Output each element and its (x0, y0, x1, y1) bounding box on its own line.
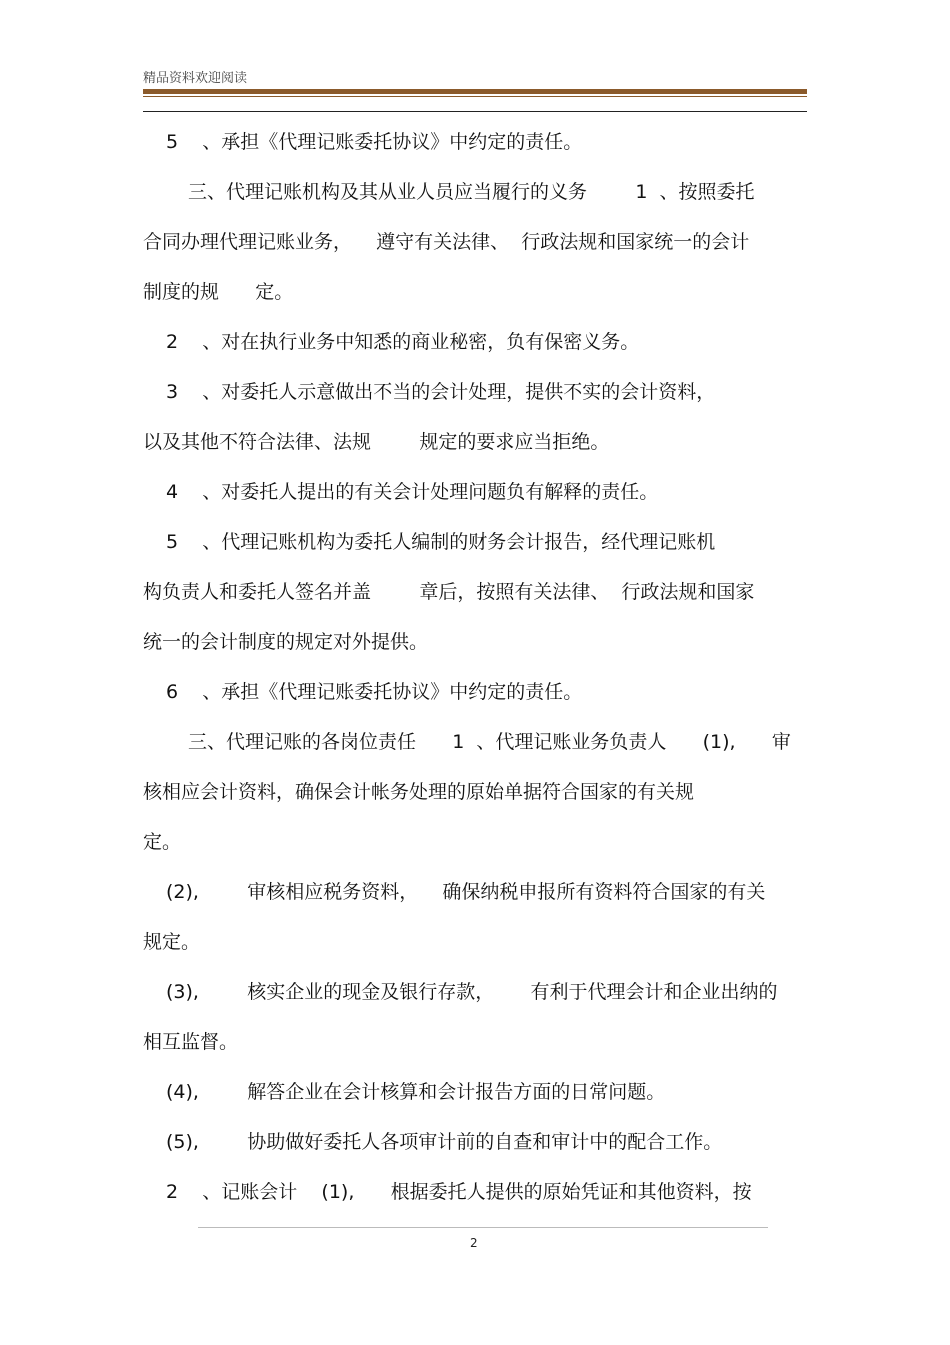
body-line-15: 定。 (143, 831, 182, 853)
body-line-16: (2), 审核相应税务资料， 确保纳税申报所有资料符合国家的有关 (166, 881, 766, 903)
body-line-12: 6 、承担《代理记账委托协议》中约定的责任。 (166, 681, 583, 703)
header-rule-thin (143, 96, 807, 97)
body-line-1: 5 、承担《代理记账委托协议》中约定的责任。 (166, 131, 583, 153)
body-line-14: 核相应会计资料，确保会计帐务处理的原始单据符合国家的有关规 (143, 781, 695, 803)
body-line-17: 规定。 (143, 931, 201, 953)
body-line-3: 合同办理代理记账业务， 遵守有关法律、 行政法规和国家统一的会计 (143, 231, 750, 253)
body-line-2: 三、代理记账机构及其从业人员应当履行的义务 1 、按照委托 (188, 181, 755, 203)
body-line-11: 统一的会计制度的规定对外提供。 (143, 631, 429, 653)
body-line-13: 三、代理记账的各岗位责任 1 、代理记账业务负责人 (1), 审 (188, 731, 791, 753)
body-line-22: 2 、记账会计 (1), 根据委托人提供的原始凭证和其他资料，按 (166, 1181, 752, 1203)
body-line-4: 制度的规 定。 (143, 281, 294, 303)
body-line-10: 构负责人和委托人签名并盖 章后，按照有关法律、 行政法规和国家 (143, 581, 755, 603)
body-line-20: (4), 解答企业在会计核算和会计报告方面的日常问题。 (166, 1081, 666, 1103)
body-line-18: (3), 核实企业的现金及银行存款， 有利于代理会计和企业出纳的 (166, 981, 778, 1003)
body-line-21: (5), 协助做好委托人各项审计前的自查和审计中的配合工作。 (166, 1131, 723, 1153)
header-rule-black (143, 111, 807, 112)
footer-rule (198, 1227, 768, 1228)
body-line-9: 5 、代理记账机构为委托人编制的财务会计报告，经代理记账机 (166, 531, 716, 553)
body-line-5: 2 、对在执行业务中知悉的商业秘密，负有保密义务。 (166, 331, 640, 353)
body-line-6: 3 、对委托人示意做出不当的会计处理，提供不实的会计资料， (166, 381, 716, 403)
header-text: 精品资料欢迎阅读 (143, 71, 248, 86)
body-line-7: 以及其他不符合法律、法规 规定的要求应当拒绝。 (143, 431, 610, 453)
page-number: 2 (470, 1236, 478, 1250)
header-rule-thick (143, 89, 807, 94)
body-line-8: 4 、对委托人提出的有关会计处理问题负有解释的责任。 (166, 481, 659, 503)
body-line-19: 相互监督。 (143, 1031, 239, 1053)
